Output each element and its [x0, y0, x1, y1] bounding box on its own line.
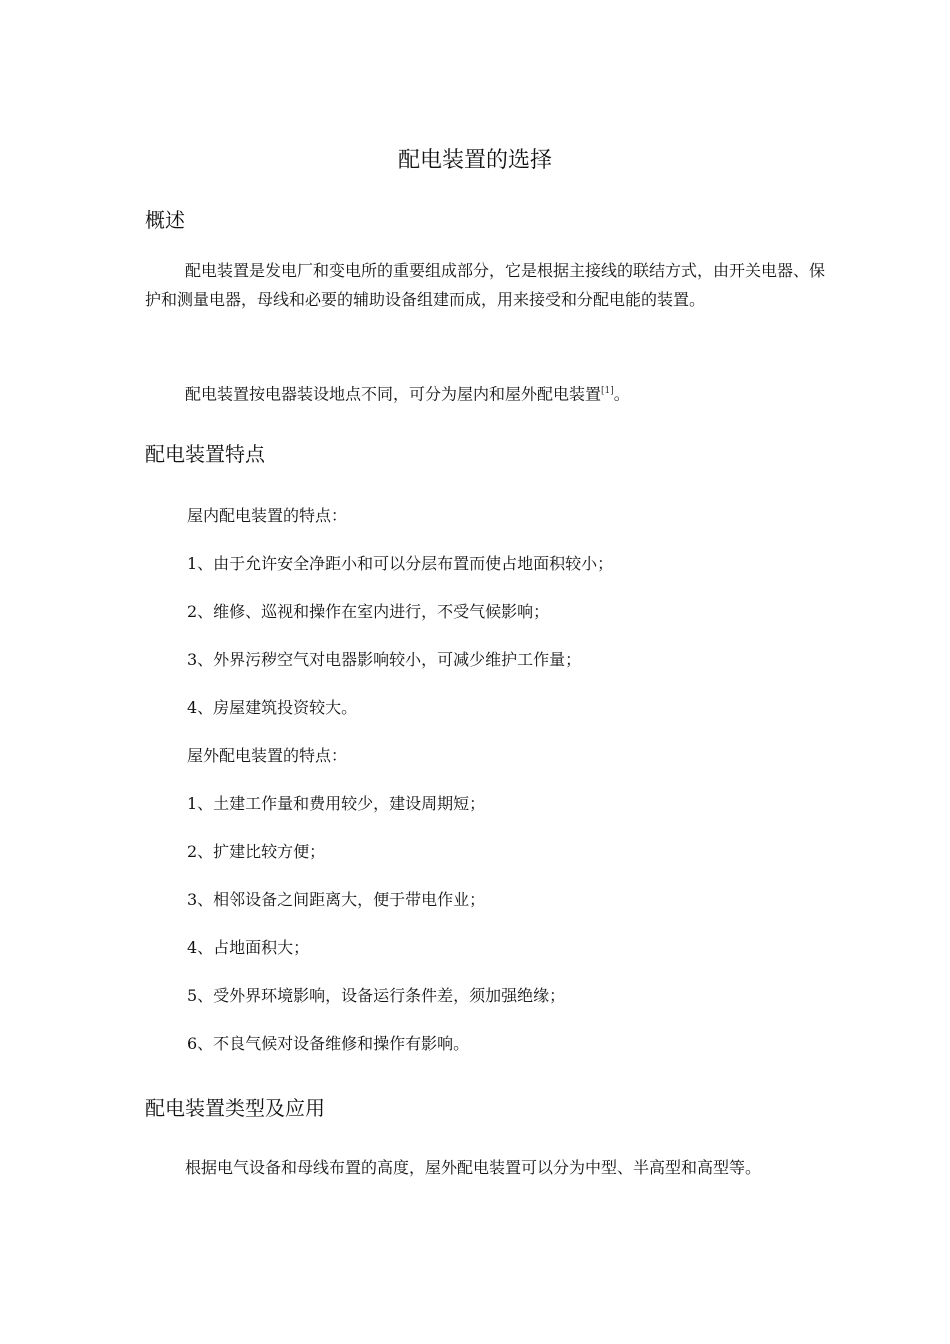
outdoor-feature-item: 5、受外界环境影响，设备运行条件差，须加强绝缘；: [187, 986, 566, 1005]
outdoor-features-title: 屋外配电装置的特点：: [187, 746, 348, 765]
section-heading-overview: 概述: [145, 208, 185, 232]
indoor-feature-item: 4、房屋建筑投资较大。: [187, 698, 358, 717]
indoor-feature-item: 3、外界污秽空气对电器影响较小，可减少维护工作量；: [187, 650, 582, 669]
section-heading-types: 配电装置类型及应用: [145, 1096, 325, 1120]
outdoor-feature-item: 2、扩建比较方便；: [187, 842, 326, 861]
overview-paragraph-1: 配电装置是发电厂和变电所的重要组成部分，它是根据主接线的联结方式，由开关电器、保护和测量电器，母线和必要的辅助设备组建而成，用来接受和分配电能的装置。: [145, 261, 826, 309]
indoor-features-title: 屋内配电装置的特点：: [187, 506, 348, 525]
overview-paragraph-2-end: 。: [613, 384, 630, 404]
indoor-feature-item: 1、由于允许安全净距小和可以分层布置而使占地面积较小；: [187, 554, 614, 573]
section-heading-features: 配电装置特点: [145, 442, 265, 466]
outdoor-feature-item: 1、土建工作量和费用较少，建设周期短；: [187, 794, 486, 813]
outdoor-feature-item: 3、相邻设备之间距离大，便于带电作业；: [187, 890, 486, 909]
indoor-feature-item: 2、维修、巡视和操作在室内进行，不受气候影响；: [187, 602, 550, 621]
page-title: 配电装置的选择: [397, 148, 552, 173]
outdoor-feature-item: 6、不良气候对设备维修和操作有影响。: [187, 1034, 470, 1053]
types-paragraph-1: 根据电气设备和母线布置的高度，屋外配电装置可以分为中型、半高型和高型等。: [185, 1158, 762, 1177]
overview-paragraph-2: [145, 377, 825, 408]
outdoor-feature-item: 4、占地面积大；: [187, 938, 310, 957]
overview-paragraph-2-text: 配电装置按电器装设地点不同，可分为屋内和屋外配电装置: [185, 384, 602, 404]
citation-1[interactable]: [1]: [601, 386, 614, 396]
